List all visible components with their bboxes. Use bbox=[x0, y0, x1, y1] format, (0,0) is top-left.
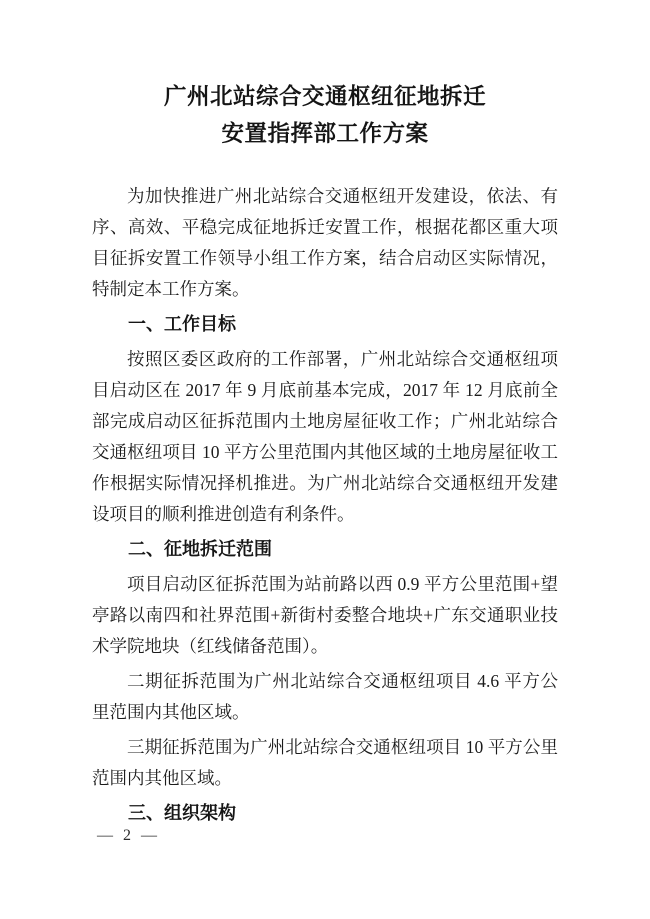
section-heading-1: 一、工作目标 bbox=[128, 314, 236, 334]
document-title-line-1: 广州北站综合交通枢纽征地拆迁 bbox=[163, 84, 486, 109]
section-2-paragraph-1: 项目启动区征拆范围为站前路以西 0.9 平方公里范围+望亭路以南四和社界范围+新街村委整合地块+广东交通职业技术学院地块（红线储备范围）。 bbox=[92, 574, 558, 656]
section-heading-2: 二、征地拆迁范围 bbox=[128, 539, 272, 559]
intro-paragraph: 为加快推进广州北站综合交通枢纽开发建设，依法、有序、高效、平稳完成征地拆迁安置工作，根据花都区重大项目征拆安置工作领导小组工作方案，结合启动区实际情况，特制定本工作方案。 bbox=[92, 186, 558, 299]
document-title-line-2: 安置指挥部工作方案 bbox=[221, 121, 429, 146]
document-body bbox=[92, 78, 558, 829]
document-text bbox=[92, 181, 558, 829]
page-number: — 2 — bbox=[97, 827, 160, 844]
section-2-paragraph-3: 三期征拆范围为广州北站综合交通枢纽项目 10 平方公里范围内其他区域。 bbox=[92, 737, 558, 788]
document-title bbox=[92, 78, 558, 152]
section-2-paragraph-2: 二期征拆范围为广州北站综合交通枢纽项目 4.6 平方公里范围内其他区域。 bbox=[92, 671, 558, 722]
section-heading-3: 三、组织架构 bbox=[128, 803, 236, 823]
section-1-paragraph: 按照区委区政府的工作部署，广州北站综合交通枢纽项目启动区在 2017 年 9 月底前基本完成，2017 年 12 月底前全部完成启动区征拆范围内土地房屋征收工作；广州北站综合交通枢纽项目 10 平方公里范围内其他区域的土地房屋征收工作根据实际情况择机推进。为广州北站综合交通枢纽开发建设项目的顺利推进创造有利条件。 bbox=[92, 349, 558, 524]
